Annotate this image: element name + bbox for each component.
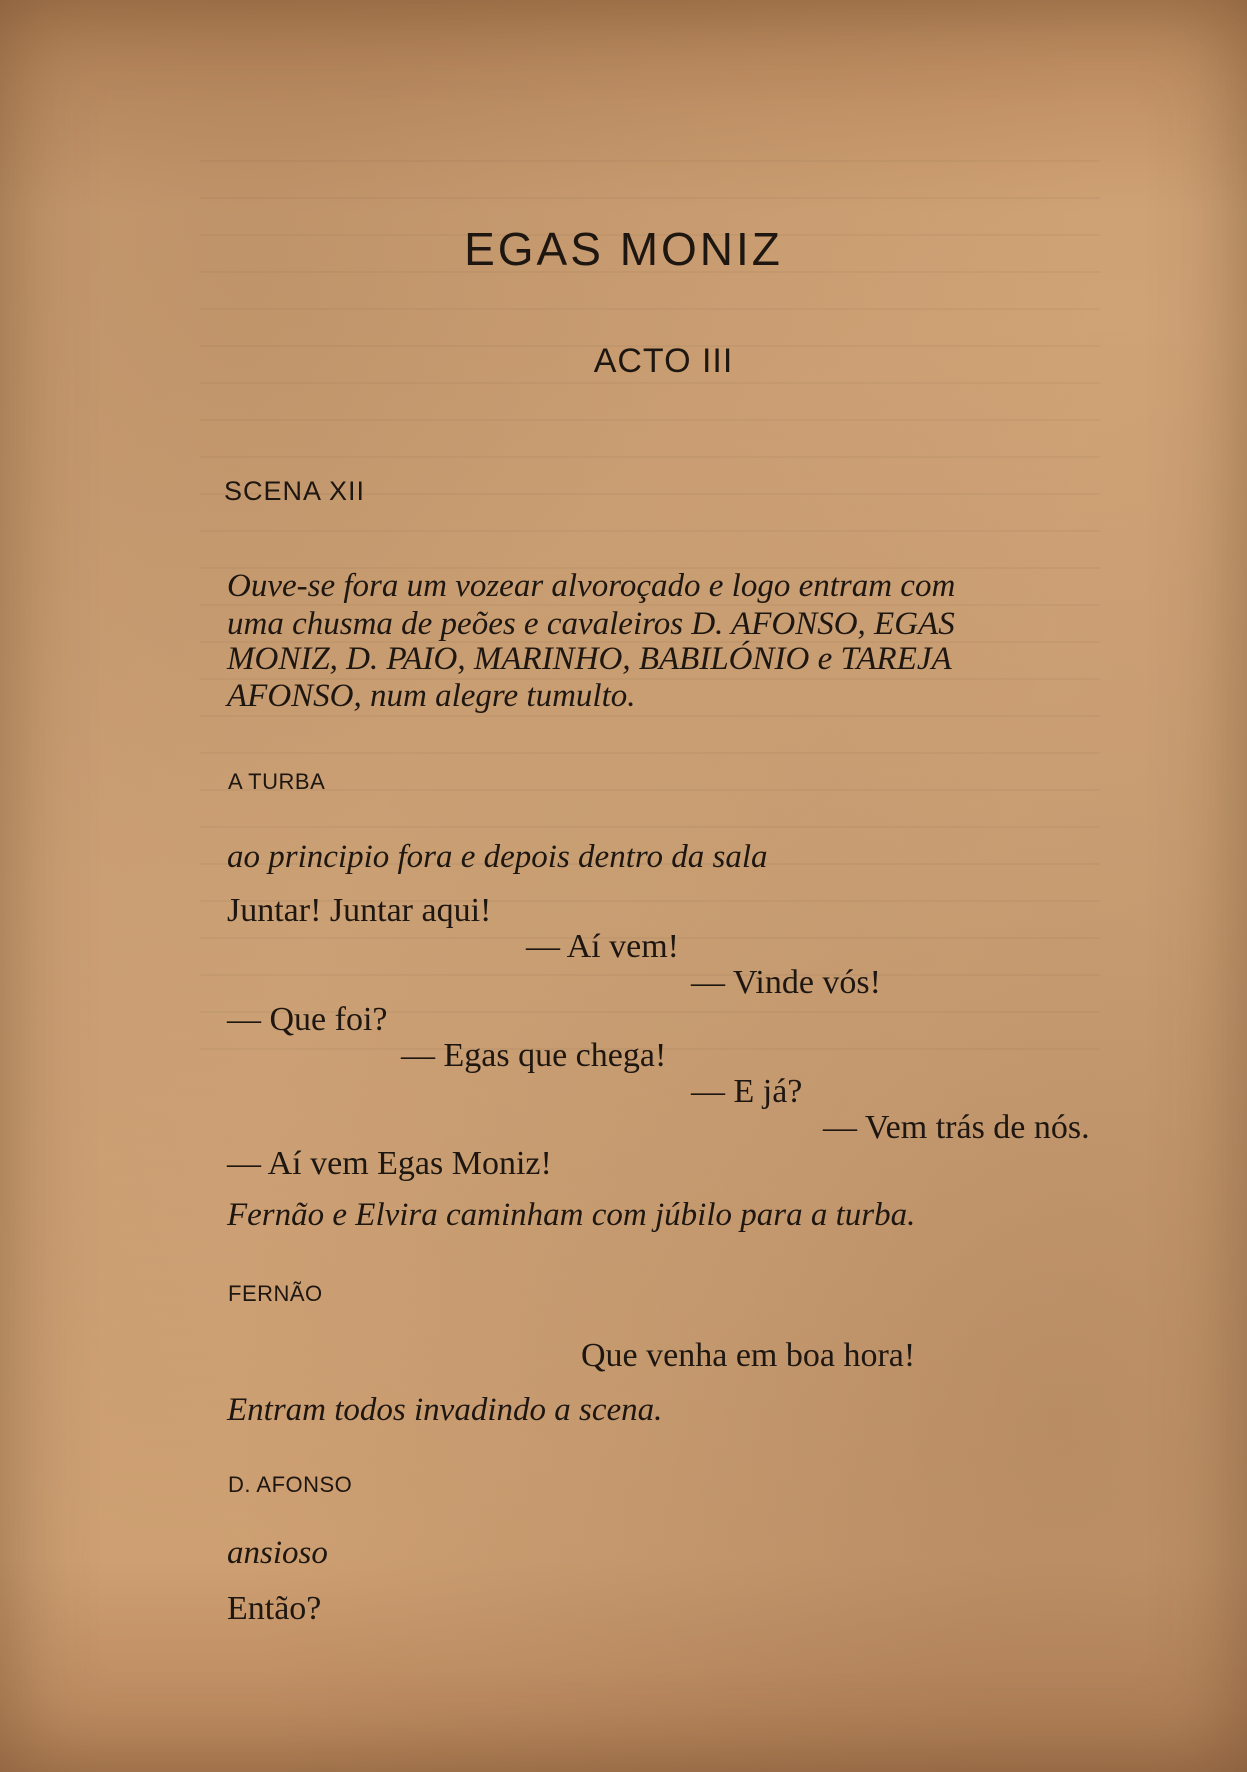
stage-direction-line: Ouve-se fora um vozear alvoroçado e logo entram com <box>227 568 956 604</box>
turba-stage-direction: ao principio fora e depois dentro da sala <box>227 839 768 875</box>
dialogue-line: — Que foi? <box>227 1001 388 1038</box>
fernao-line: Que venha em boa hora! <box>581 1337 916 1374</box>
entram-stage-direction: Entram todos invadindo a scena. <box>227 1392 663 1428</box>
dialogue-line: — Egas que chega! <box>401 1037 667 1074</box>
dialogue-line: — Aí vem! <box>526 928 679 965</box>
speaker-turba: A TURBA <box>228 769 326 794</box>
fernao-elvira-stage-direction: Fernão e Elvira caminham com júbilo para a turba. <box>227 1197 916 1233</box>
afonso-stage-direction: ansioso <box>227 1535 328 1571</box>
dialogue-line: Juntar! Juntar aqui! <box>227 892 492 929</box>
speaker-afonso: D. AFONSO <box>228 1472 353 1497</box>
stage-direction-line: uma chusma de peões e cavaleiros D. AFONSO, EGAS <box>227 606 955 642</box>
act-heading: ACTO III <box>593 342 734 380</box>
stage-direction-line: AFONSO, num alegre tumulto. <box>227 678 636 714</box>
dialogue-line: — Vinde vós! <box>691 964 881 1001</box>
dialogue-line: — E já? <box>691 1073 803 1110</box>
stage-direction-line: MONIZ, D. PAIO, MARINHO, BABILÓNIO e TAREJA <box>227 641 952 677</box>
scene-heading: SCENA XII <box>224 476 366 506</box>
play-title: EGAS MONIZ <box>464 223 783 275</box>
afonso-line: Então? <box>227 1590 322 1627</box>
dialogue-line: — Vem trás de nós. <box>823 1109 1090 1146</box>
speaker-fernao: FERNÃO <box>228 1281 323 1306</box>
dialogue-line: — Aí vem Egas Moniz! <box>227 1145 552 1182</box>
